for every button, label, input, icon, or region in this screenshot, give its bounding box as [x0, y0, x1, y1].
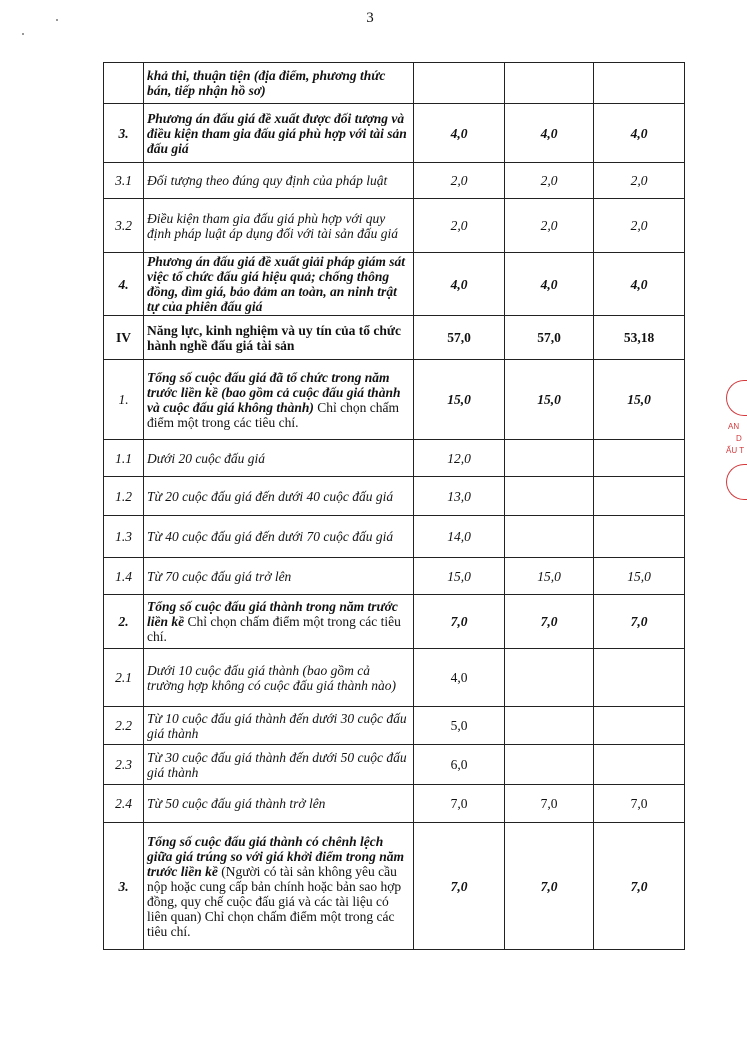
- table-row: [104, 360, 685, 440]
- table-row: [104, 163, 685, 199]
- score-cell-1: 7,0: [414, 823, 505, 950]
- criteria-text: Dưới 10 cuộc đấu giá thành (bao gồm cả trường hợp không có cuộc đấu giá thành nào): [147, 662, 396, 693]
- criteria-cell: [144, 253, 414, 316]
- score-cell-2: [505, 707, 594, 745]
- stamp-text-3: ẤU T: [726, 446, 745, 455]
- score-cell-2: [505, 745, 594, 785]
- score-cell-2: 2,0: [505, 163, 594, 199]
- row-number-cell: 3.: [104, 823, 144, 950]
- score-cell-3: [594, 63, 685, 104]
- score-cell-2: 4,0: [505, 104, 594, 163]
- criteria-cell: [144, 440, 414, 477]
- row-number-cell: 2.4: [104, 785, 144, 823]
- criteria-text: Phương án đấu giá đề xuất giải pháp giám sát việc tổ chức đấu giá hiệu quả; chống thông đồng, dìm giá, bảo đảm an toàn, an ninh trật tự của phiên đấu giá: [147, 254, 406, 314]
- score-cell-1: 14,0: [414, 516, 505, 558]
- score-cell-1: 2,0: [414, 199, 505, 253]
- score-cell-1: 12,0: [414, 440, 505, 477]
- table-row: [104, 63, 685, 104]
- criteria-cell: [144, 649, 414, 707]
- row-number-cell: 2.3: [104, 745, 144, 785]
- criteria-text: Dưới 20 cuộc đấu giá: [147, 450, 266, 466]
- score-cell-3: 2,0: [594, 163, 685, 199]
- score-cell-2: 7,0: [505, 823, 594, 950]
- score-cell-2: [505, 440, 594, 477]
- criteria-text: Từ 10 cuộc đấu giá thành đến dưới 30 cuộc đấu giá thành: [147, 710, 407, 741]
- score-cell-2: [505, 63, 594, 104]
- table-row: [104, 707, 685, 745]
- row-number-cell: 1.1: [104, 440, 144, 477]
- score-cell-1: 6,0: [414, 745, 505, 785]
- row-number-cell: 3.1: [104, 163, 144, 199]
- row-number-cell: 3.2: [104, 199, 144, 253]
- criteria-note: (Người có tài sản không yêu cầu nộp hoặc cung cấp bản chính hoặc bản sao hợp đồng, quy chế cuộc đấu giá và các tài liệu có liên quan) Chỉ chọn chấm điểm một trong các tiêu chí.: [147, 863, 402, 939]
- score-cell-2: 7,0: [505, 595, 594, 649]
- criteria-cell: [144, 63, 414, 104]
- criteria-cell: [144, 823, 414, 950]
- score-cell-3: 2,0: [594, 199, 685, 253]
- scan-speck: [22, 33, 24, 35]
- row-number-cell: 1.: [104, 360, 144, 440]
- score-cell-3: [594, 745, 685, 785]
- table-row: [104, 316, 685, 360]
- score-cell-3: 15,0: [594, 360, 685, 440]
- score-cell-3: 7,0: [594, 823, 685, 950]
- score-cell-2: 15,0: [505, 360, 594, 440]
- score-cell-1: 4,0: [414, 649, 505, 707]
- score-cell-1: 5,0: [414, 707, 505, 745]
- score-cell-2: 2,0: [505, 199, 594, 253]
- criteria-text: Năng lực, kinh nghiệm và uy tín của tổ chức hành nghề đấu giá tài sản: [147, 322, 401, 353]
- score-cell-1: 7,0: [414, 785, 505, 823]
- criteria-cell: [144, 163, 414, 199]
- criteria-cell: [144, 104, 414, 163]
- criteria-text: Từ 20 cuộc đấu giá đến dưới 40 cuộc đấu giá: [147, 488, 394, 504]
- score-cell-1: 4,0: [414, 104, 505, 163]
- score-cell-2: 4,0: [505, 253, 594, 316]
- table-row: [104, 595, 685, 649]
- criteria-text: Tổng số cuộc đấu giá thành có chênh lệch giữa giá trúng so với giá khởi điểm trong năm trước liền kề: [147, 833, 404, 879]
- row-number-cell: 4.: [104, 253, 144, 316]
- score-cell-2: 15,0: [505, 558, 594, 595]
- scan-speck: [56, 19, 58, 21]
- score-cell-3: 4,0: [594, 253, 685, 316]
- red-stamp-fragment: [726, 380, 746, 520]
- criteria-cell: [144, 199, 414, 253]
- row-number-cell: 2.: [104, 595, 144, 649]
- table-row: [104, 253, 685, 316]
- page-number: 3: [366, 10, 374, 26]
- score-cell-2: [505, 516, 594, 558]
- row-number-cell: 1.4: [104, 558, 144, 595]
- row-number-cell: 2.2: [104, 707, 144, 745]
- score-cell-3: [594, 649, 685, 707]
- score-cell-3: [594, 707, 685, 745]
- criteria-cell: [144, 785, 414, 823]
- criteria-note: Chỉ chọn chấm điểm một trong các tiêu chí.: [147, 399, 400, 430]
- score-cell-1: 4,0: [414, 253, 505, 316]
- row-number-cell: 2.1: [104, 649, 144, 707]
- score-cell-2: [505, 477, 594, 516]
- score-cell-1: 13,0: [414, 477, 505, 516]
- score-cell-3: [594, 440, 685, 477]
- score-cell-3: 4,0: [594, 104, 685, 163]
- criteria-cell: [144, 516, 414, 558]
- row-number-cell: 3.: [104, 104, 144, 163]
- table-row: [104, 104, 685, 163]
- table-row: [104, 516, 685, 558]
- score-cell-2: [505, 649, 594, 707]
- criteria-cell: [144, 360, 414, 440]
- score-cell-1: 7,0: [414, 595, 505, 649]
- table-row: [104, 823, 685, 950]
- criteria-text: Từ 50 cuộc đấu giá thành trở lên: [147, 796, 326, 811]
- criteria-cell: [144, 745, 414, 785]
- score-cell-1: 15,0: [414, 558, 505, 595]
- score-cell-2: 57,0: [505, 316, 594, 360]
- score-cell-3: 7,0: [594, 785, 685, 823]
- criteria-text: Phương án đấu giá đề xuất được đối tượng và điều kiện tham gia đấu giá phù hợp với tài sản đấu giá: [147, 110, 407, 156]
- score-cell-3: 53,18: [594, 316, 685, 360]
- criteria-text: Đối tượng theo đúng quy định của pháp luật: [147, 173, 388, 188]
- score-cell-1: 57,0: [414, 316, 505, 360]
- score-cell-1: 2,0: [414, 163, 505, 199]
- score-cell-2: 7,0: [505, 785, 594, 823]
- criteria-note: Chỉ chọn chấm điểm một trong các tiêu chí.: [147, 614, 401, 644]
- stamp-text-2: D: [736, 434, 742, 443]
- score-cell-3: [594, 516, 685, 558]
- table-row: [104, 477, 685, 516]
- row-number-cell: [104, 63, 144, 104]
- criteria-text: Điều kiện tham gia đấu giá phù hợp với quy định pháp luật áp dụng đối với tài sản đấu giá: [147, 210, 398, 241]
- criteria-cell: [144, 316, 414, 360]
- row-number-cell: 1.2: [104, 477, 144, 516]
- stamp-text-1: AN: [728, 422, 740, 431]
- criteria-text: Tổng số cuộc đấu giá đã tổ chức trong năm trước liền kề (bao gồm cả cuộc đấu giá thành và cuộc đấu giá không thành): [147, 369, 401, 415]
- score-cell-1: 15,0: [414, 360, 505, 440]
- criteria-text: Từ 40 cuộc đấu giá đến dưới 70 cuộc đấu giá: [147, 529, 394, 544]
- criteria-text: khả thi, thuận tiện (địa điểm, phương thức bán, tiếp nhận hồ sơ): [147, 68, 386, 98]
- score-cell-3: 7,0: [594, 595, 685, 649]
- score-cell-1: [414, 63, 505, 104]
- row-number-cell: 1.3: [104, 516, 144, 558]
- scoring-table: [103, 62, 685, 950]
- criteria-cell: [144, 558, 414, 595]
- criteria-cell: [144, 595, 414, 649]
- criteria-text: Từ 30 cuộc đấu giá thành đến dưới 50 cuộc đấu giá thành: [147, 749, 407, 780]
- criteria-cell: [144, 477, 414, 516]
- table-row: [104, 785, 685, 823]
- score-cell-3: 15,0: [594, 558, 685, 595]
- table-row: [104, 745, 685, 785]
- row-number-cell: IV: [104, 316, 144, 360]
- table-row: [104, 199, 685, 253]
- criteria-text: Tổng số cuộc đấu giá thành trong năm trước liền kề: [147, 599, 398, 629]
- criteria-cell: [144, 707, 414, 745]
- table-row: [104, 558, 685, 595]
- table-row: [104, 440, 685, 477]
- scoring-table-body: [104, 63, 685, 950]
- score-cell-3: [594, 477, 685, 516]
- criteria-text: Từ 70 cuộc đấu giá trở lên: [147, 568, 292, 584]
- table-row: [104, 649, 685, 707]
